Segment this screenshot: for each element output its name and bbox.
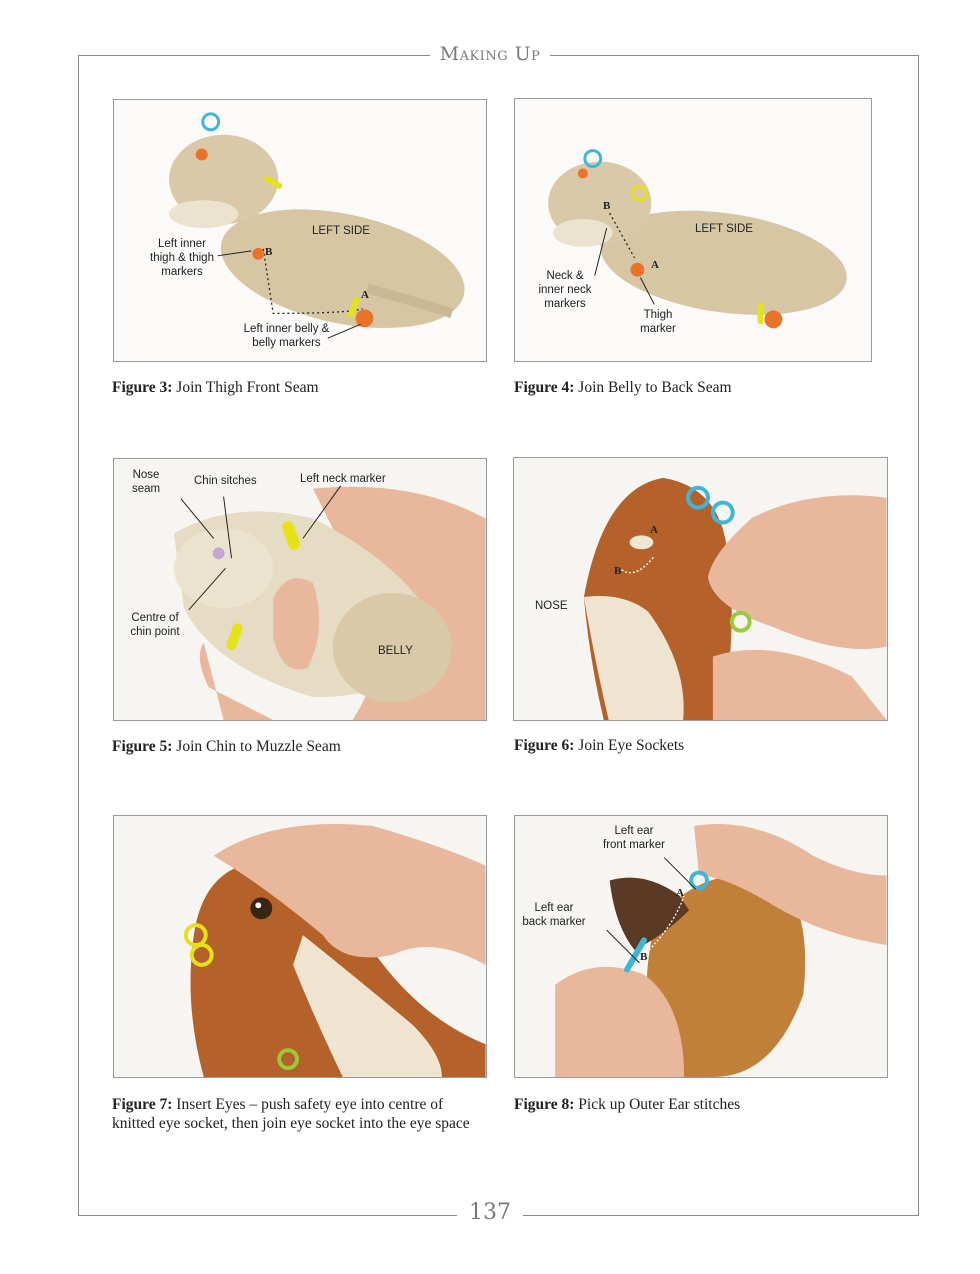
figure-4-photo <box>514 98 872 362</box>
figure-4-illustration <box>515 99 871 361</box>
figure-3-photo <box>113 99 487 362</box>
figure-5-number: Figure 5: <box>112 738 173 755</box>
figure-5-chin-stitches-label: Chin sitches <box>194 475 257 487</box>
figure-4-caption-text: Join Belly to Back Seam <box>578 379 732 396</box>
figure-7-caption <box>112 1095 482 1133</box>
figure-8-caption <box>514 1095 884 1114</box>
figure-3-point-b: B <box>265 246 273 258</box>
figure-5-photo <box>113 458 487 721</box>
figure-3-caption <box>112 378 482 397</box>
figure-8-caption-text: Pick up Outer Ear stitches <box>578 1096 741 1113</box>
figure-5-chin-point-label: Centre of chin point <box>130 612 180 638</box>
figure-3-number: Figure 3: <box>112 379 173 396</box>
figure-5-nose-seam-label: Nose seam <box>131 469 161 495</box>
figure-4-caption <box>514 378 884 397</box>
figure-4-thigh-marker-label: Thigh marker <box>640 309 676 335</box>
figure-6-caption-text: Join Eye Sockets <box>578 737 685 754</box>
figure-6-point-b: B <box>614 565 622 577</box>
figure-3-point-a: A <box>361 289 369 301</box>
page-number: 137 <box>457 1200 523 1225</box>
figure-8-number: Figure 8: <box>514 1096 575 1113</box>
running-header <box>0 43 980 65</box>
figure-8-photo <box>514 815 888 1078</box>
figure-3-caption-text: Join Thigh Front Seam <box>176 379 319 396</box>
figure-6-caption <box>514 736 884 755</box>
figure-6-point-a: A <box>650 524 658 536</box>
figure-6-number: Figure 6: <box>514 737 575 754</box>
figure-5-belly-label: BELLY <box>378 645 413 657</box>
figure-4-side-label: LEFT SIDE <box>695 223 753 235</box>
figure-8-illustration <box>515 816 887 1077</box>
figure-6-illustration <box>514 458 887 720</box>
figure-8-point-a: A <box>676 887 684 899</box>
figure-7-illustration <box>114 816 486 1077</box>
figure-4-number: Figure 4: <box>514 379 575 396</box>
figure-6-photo <box>513 457 888 721</box>
figure-5-caption <box>112 737 482 756</box>
figure-8-back-marker-label: Left ear back marker <box>522 902 586 928</box>
figure-5-caption-text: Join Chin to Muzzle Seam <box>176 738 341 755</box>
figure-5-illustration <box>114 459 486 720</box>
figure-4-neck-markers-label: Neck & inner neck markers <box>538 270 592 310</box>
figure-7-caption-text: Insert Eyes – push safety eye into centre of knitted eye socket, then join eye socket into the eye space <box>112 1096 470 1132</box>
figure-6-nose-label: NOSE <box>535 600 568 612</box>
figure-8-front-marker-label: Left ear front marker <box>603 825 665 851</box>
figure-3-side-label: LEFT SIDE <box>312 225 370 237</box>
figure-5-neck-marker-label: Left neck marker <box>300 473 386 485</box>
page-number-wrap <box>0 1200 980 1225</box>
figure-8-point-b: B <box>640 951 648 963</box>
figure-4-point-b: B <box>603 200 611 212</box>
figure-3-thigh-markers-label: Left inner thigh & thigh markers <box>150 238 214 278</box>
figure-4-point-a: A <box>651 259 659 271</box>
section-title: Making Up <box>430 43 551 65</box>
figure-7-number: Figure 7: <box>112 1096 173 1113</box>
figure-3-belly-markers-label: Left inner belly & belly markers <box>243 323 330 349</box>
figure-7-photo <box>113 815 487 1078</box>
